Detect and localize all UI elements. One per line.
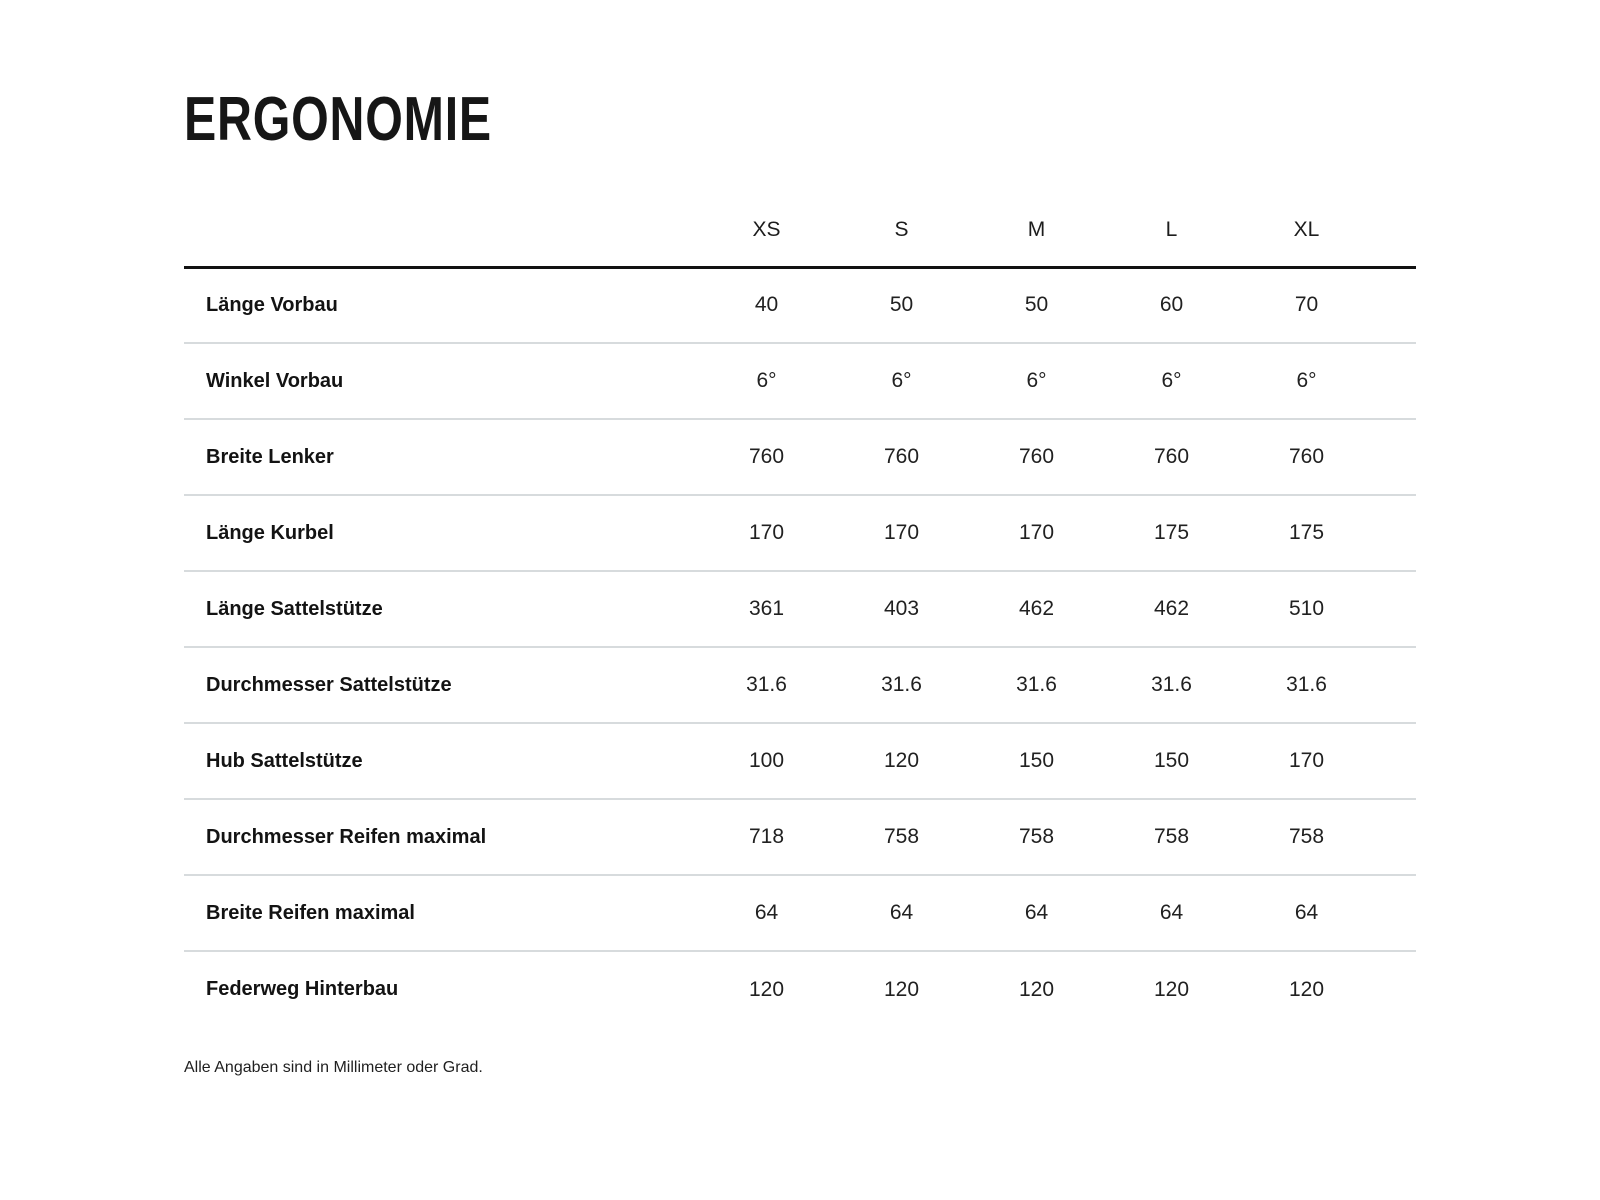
row-label: Winkel Vorbau [184,343,699,419]
table-row [184,267,1416,343]
cell-value: 760 [699,419,834,495]
page-title: ERGONOMIE [184,85,492,154]
units-footnote: Alle Angaben sind in Millimeter oder Grad. [184,1059,483,1076]
size-header-l: L [1104,195,1239,267]
cell-value: 50 [834,267,969,343]
row-label: Durchmesser Reifen maximal [184,799,699,875]
spacer-cell [1374,343,1416,419]
table-row [184,951,1416,1027]
label-column-header [184,195,699,267]
cell-value: 120 [748,977,785,1001]
size-header-m: M [969,195,1104,267]
spacer-header [1374,195,1416,267]
row-label: Länge Vorbau [184,267,699,343]
table-row [184,343,1416,419]
spacer-cell [1374,951,1416,1027]
cell-value: 31.6 [699,647,834,723]
cell-value: 31.6 [1239,647,1374,723]
ergonomics-table [184,195,1416,1027]
table-body [184,267,1416,1027]
cell-value: 170 [969,495,1104,571]
cell-value: 120 [883,977,920,1001]
spacer-cell [1374,799,1416,875]
cell-value: 150 [1104,723,1239,799]
table-row [184,419,1416,495]
cell-value: 31.6 [834,647,969,723]
cell-value: 120 [1288,977,1325,1001]
row-label: Länge Sattelstütze [184,571,699,647]
cell-value: 64 [1239,875,1374,951]
cell-value: 760 [1239,419,1374,495]
cell-value: 70 [1239,267,1374,343]
table-row [184,571,1416,647]
ergonomics-section [184,85,1416,1079]
cell-value: 6° [834,343,969,419]
cell-value: 462 [969,571,1104,647]
cell-value: 150 [969,723,1104,799]
table-header [184,195,1416,267]
cell-value: 760 [834,419,969,495]
cell-value: 170 [1239,723,1374,799]
cell-value: 6° [1104,343,1239,419]
table-row [184,647,1416,723]
cell-value: 170 [834,495,969,571]
cell-value: 31.6 [1104,647,1239,723]
cell-value: 170 [699,495,834,571]
row-label: Federweg Hinterbau [206,978,399,1000]
cell-value: 120 [1018,977,1055,1001]
cell-value: 760 [1104,419,1239,495]
cell-value: 64 [1104,875,1239,951]
table-row [184,723,1416,799]
cell-value: 718 [699,799,834,875]
size-header-s: S [834,195,969,267]
cell-value: 175 [1104,495,1239,571]
row-label: Durchmesser Sattelstütze [184,647,699,723]
cell-value: 510 [1239,571,1374,647]
cell-value: 50 [969,267,1104,343]
spacer-cell [1374,647,1416,723]
cell-value: 64 [969,875,1104,951]
cell-value: 100 [699,723,834,799]
cell-value: 6° [1239,343,1374,419]
cell-value: 758 [969,799,1104,875]
row-label: Breite Reifen maximal [184,875,699,951]
cell-value: 403 [834,571,969,647]
table-row [184,875,1416,951]
cell-value: 760 [969,419,1104,495]
cell-value: 40 [699,267,834,343]
size-header-xl: XL [1239,195,1374,267]
cell-value: 120 [834,723,969,799]
cell-value: 361 [699,571,834,647]
spacer-cell [1374,723,1416,799]
spacer-cell [1374,875,1416,951]
cell-value: 6° [969,343,1104,419]
cell-value: 64 [834,875,969,951]
size-header-xs: XS [699,195,834,267]
cell-value: 120 [1153,977,1190,1001]
table-row [184,799,1416,875]
spacer-cell [1374,571,1416,647]
cell-value: 758 [1104,799,1239,875]
cell-value: 64 [699,875,834,951]
cell-value: 462 [1104,571,1239,647]
cell-value: 175 [1239,495,1374,571]
cell-value: 60 [1104,267,1239,343]
table-row [184,495,1416,571]
row-label: Breite Lenker [184,419,699,495]
spacer-cell [1374,267,1416,343]
row-label: Hub Sattelstütze [184,723,699,799]
size-header-row [184,195,1416,267]
cell-value: 758 [1239,799,1374,875]
row-label: Länge Kurbel [184,495,699,571]
spacer-cell [1374,419,1416,495]
cell-value: 31.6 [969,647,1104,723]
cell-value: 6° [699,343,834,419]
spacer-cell [1374,495,1416,571]
cell-value: 758 [834,799,969,875]
